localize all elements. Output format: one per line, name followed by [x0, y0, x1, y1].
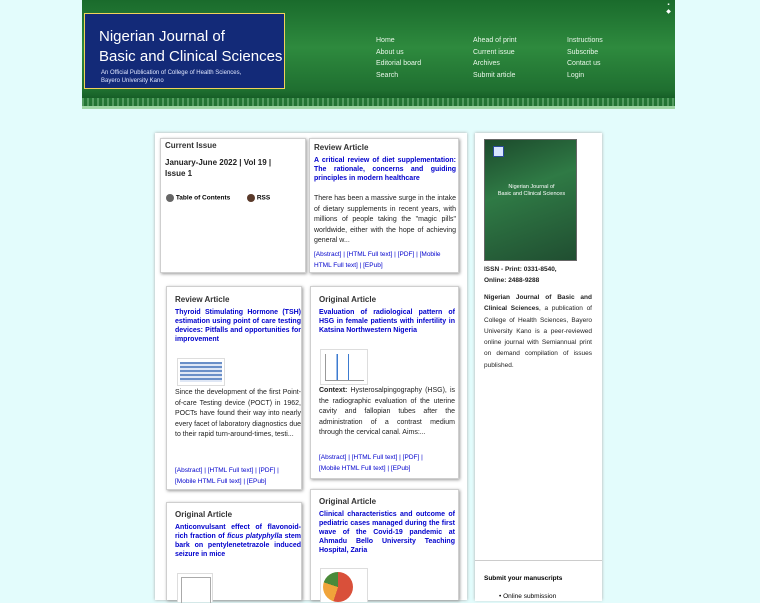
title-italic: ficus platyphylla	[227, 533, 283, 540]
submit-manuscripts-box	[475, 560, 602, 601]
rss-label: RSS	[256, 194, 271, 202]
rss-icon	[247, 194, 255, 202]
article-title-link[interactable]: Clinical characteristics and outcome of pediatric cases managed during the first wave of the Covid-19 pandemic at Ahmadu Bello University Teaching Hospital, Zaria	[319, 511, 455, 554]
nav-instructions[interactable]: Instructions	[567, 37, 603, 44]
article-type: Review Article	[175, 295, 230, 304]
abstract-context-label: Context:	[319, 387, 348, 394]
nav-column-3	[567, 35, 603, 82]
article-title-link[interactable]	[175, 523, 301, 559]
chart-image-icon	[325, 354, 364, 381]
current-issue-heading: Current Issue	[165, 141, 217, 150]
article-title-link[interactable]: Evaluation of radiological pattern of HSG in female patients with infertility in Katsina Northwestern Nigeria	[319, 309, 455, 334]
description-lead: Nigerian Journal of Basic and Clinical Sciences	[484, 294, 592, 313]
article-card-1	[309, 138, 459, 273]
article-links-line1[interactable]: [Abstract] | [HTML Full text] | [PDF] |	[175, 467, 279, 474]
article-card-4	[166, 502, 302, 600]
article-links-line2[interactable]: HTML Full text] | [EPub]	[314, 261, 383, 269]
title-part1: Anticonvulsant effect of flavonoid-rich fraction of	[175, 524, 301, 540]
bullet-icon: •	[499, 593, 502, 600]
article-type: Review Article	[314, 143, 369, 152]
nav-home[interactable]: Home	[376, 37, 395, 44]
article-links-line2[interactable]: [Mobile HTML Full text] | [EPub]	[175, 477, 267, 485]
journal-subtitle	[101, 69, 241, 85]
article-links[interactable]	[175, 466, 301, 487]
current-issue-date	[165, 158, 305, 179]
article-links-line1[interactable]: [Abstract] | [HTML Full text] | [PDF] | [Mobile	[314, 251, 441, 258]
issn-print: ISSN - Print: 0331-8540,	[484, 266, 557, 273]
article-title-link[interactable]: Thyroid Stimulating Hormone (TSH) estimation using point of care testing devices: Pitfalls and opportunities for improvement	[175, 309, 301, 343]
article-thumbnail[interactable]	[177, 358, 225, 386]
article-card-3	[310, 286, 459, 479]
subtitle-line1: An Official Publication of College of Health Sciences,	[101, 70, 242, 76]
issn-info	[484, 264, 592, 287]
nav-archives[interactable]: Archives	[473, 60, 500, 68]
current-issue-date-line2: Issue 1	[165, 168, 193, 178]
article-type: Original Article	[319, 497, 377, 506]
article-thumbnail[interactable]	[320, 568, 368, 602]
issn-online: Online: 2488-9288	[484, 277, 540, 285]
journal-title-line2: Basic and Clinical Sciences	[99, 48, 283, 65]
article-links[interactable]	[319, 453, 457, 474]
table-image-icon	[180, 362, 222, 382]
current-issue-date-line1: January-June 2022 | Vol 19 |	[165, 158, 272, 167]
article-type: Original Article	[319, 295, 377, 304]
cover-title	[489, 184, 574, 198]
nav-login[interactable]: Login	[567, 72, 585, 80]
nav-contact-us[interactable]: Contact us	[567, 60, 601, 68]
journal-description	[484, 292, 592, 371]
journal-cover-image[interactable]	[484, 139, 577, 261]
article-thumbnail[interactable]	[177, 573, 213, 602]
journal-logo[interactable]	[84, 13, 285, 89]
toc-label: Table of Contents	[175, 194, 231, 202]
nav-submit-article[interactable]: Submit article	[473, 72, 516, 80]
nav-about-us[interactable]: About us	[376, 48, 404, 56]
small-square-icon[interactable]: ▪	[667, 2, 670, 8]
pie-chart-image-icon	[323, 572, 353, 602]
bookmark-icon[interactable]: ◆	[666, 9, 671, 15]
nav-current-issue[interactable]: Current issue	[473, 48, 515, 56]
article-abstract	[319, 386, 455, 439]
rss-link[interactable]	[247, 194, 270, 202]
cover-title-line1: Nigerian Journal of	[508, 184, 555, 190]
article-links-line2[interactable]: [Mobile HTML Full text] | [EPub]	[319, 464, 411, 472]
online-submission-link[interactable]	[499, 593, 556, 600]
cover-title-line2: Basic and Clinical Sciences	[497, 191, 566, 197]
article-thumbnail[interactable]	[320, 349, 368, 385]
nav-search[interactable]: Search	[376, 72, 399, 80]
online-submission-label: Online submission	[503, 593, 557, 600]
nav-ahead-of-print[interactable]: Ahead of print	[473, 37, 517, 44]
table-image-icon	[181, 577, 211, 603]
abstract-text: Hysterosalpingography (HSG), is the radiographic evaluation of the uterine cavity and fallopian tubes after the administration of a contrast medium through the cervical canal. Aims:...	[319, 387, 455, 436]
nav-editorial-board[interactable]: Editorial board	[376, 60, 422, 68]
nav-column-2	[473, 35, 517, 82]
font-size-controls	[664, 2, 673, 16]
nav-subscribe[interactable]: Subscribe	[567, 48, 599, 56]
article-title-link[interactable]: A critical review of diet supplementation: The rationale, concerns and guiding principles in modern healthcare	[314, 157, 456, 182]
subtitle-line2: Bayero University Kano	[101, 78, 164, 84]
article-abstract: There has been a massive surge in the intake of dietary supplements in recent years, with millions of people taking the "magic pills" worldwide, either with the hope of achieving general w...	[314, 195, 456, 244]
journal-title-line1: Nigerian Journal of	[99, 28, 225, 45]
description-text: , a publication of College of Health Sciences, Bayero University Kano is a peer-reviewed online journal with Semiannual print on demand compilation of issues published.	[484, 305, 592, 369]
article-links-line1[interactable]: [Abstract] | [HTML Full text] | [PDF] |	[319, 454, 423, 461]
title-part2: stem bark on pentylenetetrazole induced seizure in mice	[175, 533, 301, 558]
table-of-contents-link[interactable]	[166, 194, 230, 202]
book-icon	[166, 194, 174, 202]
article-abstract: Since the development of the first Point-of-care Testing device (POCT) in 1962, POCTs have found their way into nearly every facet of laboratory diagnostics due to their rapid turn-around-times, testi...	[175, 389, 301, 438]
current-issue-box	[160, 138, 306, 273]
article-card-2	[166, 286, 302, 490]
site-header	[82, 0, 675, 109]
article-links[interactable]	[314, 250, 459, 271]
submit-heading: Submit your manuscripts	[484, 575, 563, 582]
journal-title	[99, 27, 282, 67]
article-card-5	[310, 489, 459, 600]
article-type: Original Article	[175, 510, 233, 519]
nav-column-1	[376, 35, 421, 82]
cover-logo-icon	[493, 146, 504, 157]
